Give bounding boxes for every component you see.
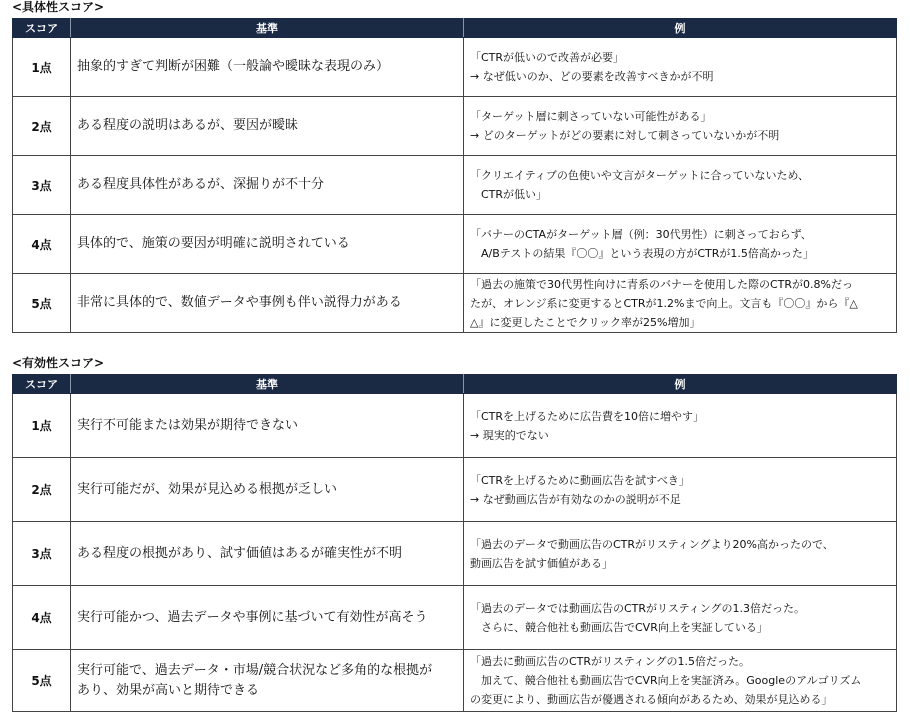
criteria-cell: ある程度の説明はあるが、要因が曖昧 [71, 97, 464, 156]
example-line: の変更により、動画広告が優遇される傾向があるため、効果が見込める」 [470, 693, 833, 706]
header-example: 例 [464, 375, 897, 394]
criteria-cell [71, 586, 464, 650]
criteria-line: 実行可能で、過去データ・市場/競合状況など多角的な根拠が [77, 662, 433, 678]
header-score: スコア [13, 375, 71, 394]
example-line: CTRが低い」 [470, 188, 548, 201]
table-row [13, 586, 897, 650]
example-cell [464, 650, 897, 712]
effectiveness-score-table [12, 374, 897, 712]
table-row [13, 394, 897, 458]
example-line: 「クリエイティブの色使いや文言がターゲットに合っていないため、 [470, 169, 810, 182]
score-cell: 1点 [13, 38, 71, 97]
example-cell [464, 458, 897, 522]
table-row [13, 650, 897, 712]
score-cell: 5点 [13, 650, 71, 712]
criteria-line: 実行可能だが、効果が見込める根拠が乏しい [77, 481, 338, 497]
example-line: 「過去のデータでは動画広告のCTRがリスティングの1.3倍だった。 [470, 601, 805, 615]
score-cell: 1点 [13, 394, 71, 458]
score-cell: 4点 [13, 215, 71, 274]
example-cell [464, 156, 897, 215]
header-example: 例 [464, 19, 897, 38]
criteria-cell: ある程度具体性があるが、深掘りが不十分 [71, 156, 464, 215]
header-criteria: 基準 [71, 19, 464, 38]
criteria-line: 実行可能かつ、過去データや事例に基づいて有効性が高そう [77, 609, 428, 625]
score-cell: 2点 [13, 97, 71, 156]
score-cell: 3点 [13, 522, 71, 586]
header-score: スコア [13, 19, 71, 38]
specificity-score-table [12, 18, 897, 333]
criteria-cell [71, 522, 464, 586]
table-row [13, 274, 897, 333]
criteria-cell: 具体的で、施策の要因が明確に説明されている [71, 215, 464, 274]
criteria-line: あり、効果が高いと期待できる [77, 682, 260, 698]
example-line: 「バナーのCTAがターゲット層（例：30代男性）に刺さっておらず、 [470, 228, 812, 241]
example-cell [464, 394, 897, 458]
score-cell: 3点 [13, 156, 71, 215]
table-row [13, 522, 897, 586]
table-row [13, 458, 897, 522]
example-line: → なぜ動画広告が有効なのかの説明が不足 [470, 492, 681, 506]
example-line: 加えて、競合他社も動画広告でCVR向上を実証済み。Googleのアルゴリズム [470, 674, 862, 687]
table-row [13, 38, 897, 97]
score-cell: 4点 [13, 586, 71, 650]
table-row [13, 97, 897, 156]
score-cell: 5点 [13, 274, 71, 333]
example-cell [464, 274, 897, 333]
table-row [13, 215, 897, 274]
criteria-cell [71, 458, 464, 522]
criteria-line: ある程度の根拠があり、試す価値はあるが確実性が不明 [77, 545, 403, 561]
example-line: 「ターゲット層に刺さっていない可能性がある」 [470, 110, 712, 123]
table-header-row [13, 19, 897, 38]
example-cell [464, 38, 897, 97]
example-line: 「過去に動画広告のCTRがリスティングの1.5倍だった。 [470, 655, 750, 668]
example-line: たが、オレンジ系に変更するとCTRが1.2%まで向上。文言も『〇〇』から『△ [470, 296, 858, 310]
example-cell [464, 522, 897, 586]
example-line: → 現実的でない [470, 428, 549, 442]
example-line: → なぜ低いのか、どの要素を改善すべきかが不明 [470, 70, 714, 83]
table-header-row [13, 375, 897, 394]
section-title-effectiveness: <有効性スコア> [12, 356, 105, 370]
example-line: 「過去のデータで動画広告のCTRがリスティングより20%高かったので、 [470, 537, 834, 551]
criteria-line: 実行不可能または効果が期待できない [77, 417, 299, 433]
example-cell [464, 97, 897, 156]
example-line: → どのターゲットがどの要素に対して刺さっていないかが不明 [470, 129, 780, 142]
section-title-specificity: <具体性スコア> [12, 0, 105, 14]
example-cell [464, 215, 897, 274]
example-line: △』に変更したことでクリック率が25%増加」 [470, 315, 701, 329]
criteria-cell [71, 394, 464, 458]
example-line: さらに、競合他社も動画広告でCVR向上を実証している」 [470, 620, 768, 634]
table-row [13, 156, 897, 215]
criteria-cell [71, 650, 464, 712]
header-criteria: 基準 [71, 375, 464, 394]
example-cell [464, 586, 897, 650]
example-line: 動画広告を試す価値がある」 [470, 556, 613, 570]
score-cell: 2点 [13, 458, 71, 522]
example-line: 「CTRが低いので改善が必要」 [470, 51, 625, 64]
example-line: 「過去の施策で30代男性向けに青系のバナーを使用した際のCTRが0.8%だっ [470, 277, 853, 291]
example-line: A/Bテストの結果『〇〇』という表現の方がCTRが1.5倍高かった」 [470, 247, 814, 260]
example-line: 「CTRを上げるために動画広告を試すべき」 [470, 473, 690, 487]
example-line: 「CTRを上げるために広告費を10倍に増やす」 [470, 409, 705, 423]
criteria-cell: 非常に具体的で、数値データや事例も伴い説得力がある [71, 274, 464, 333]
criteria-cell: 抽象的すぎて判断が困難（一般論や曖昧な表現のみ） [71, 38, 464, 97]
